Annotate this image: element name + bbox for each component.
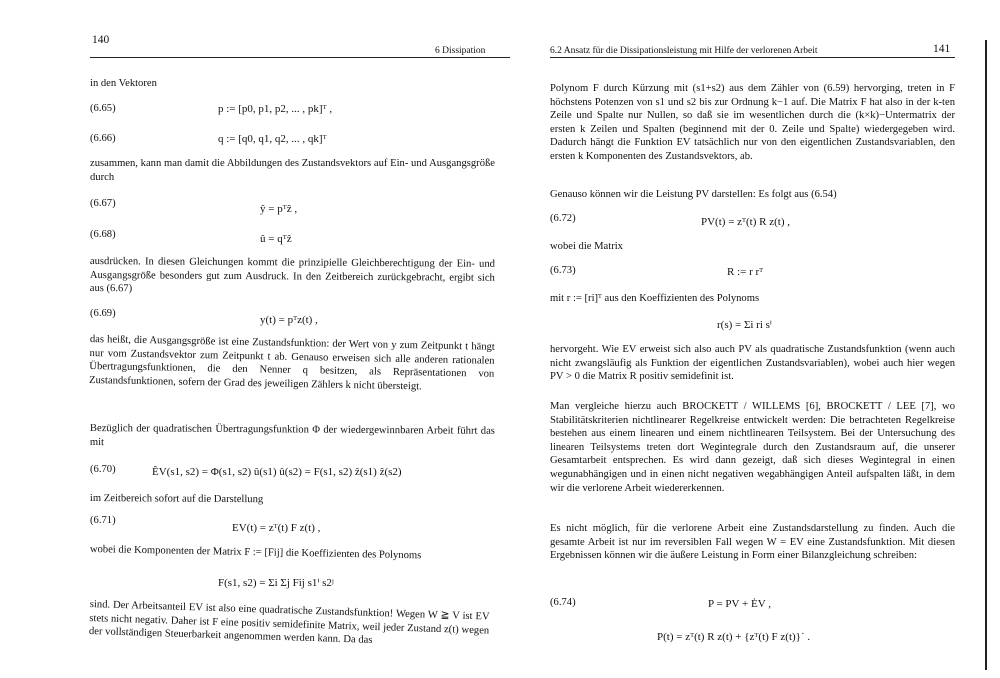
text-line: Genauso können wir die Leistung PV darstellen: Es folgt aus (6.54) <box>550 189 837 200</box>
equation-number: (6.67) <box>90 198 116 209</box>
equation: P = PV + ĖV , <box>708 598 771 610</box>
running-head: 6 Dissipation <box>435 46 486 56</box>
paragraph: Polynom F durch Kürzung mit (s1+s2) aus dem Zähler von (6.59) hervorging, treten in F höchstens Potenzen von s1 und s2 bis zur Ordnung k−1 auf. Die Matrix F hat also in der k-ten Zeile und Spalte nur Nullen, so daß sie im wesentlichen durch die (k×k)−Untermatrix der ersten k Zeilen und Spalten (beginnend mit der 0. Zeile und Spalte) wiedergegeben wird. Dadurch hängt die Funktion EV tatsächlich nur von den eigentlichen Zustandsvariablen, den ersten k Komponenten des Zustandsvektors, ab. <box>550 83 955 162</box>
equation: y(t) = pᵀz(t) , <box>260 314 318 326</box>
text-line: wobei die Komponenten der Matrix F := [Fij] die Koeffizienten des Polynoms <box>89 543 422 562</box>
equation: r(s) = Σi ri sⁱ <box>717 319 772 331</box>
binding-edge <box>985 40 987 670</box>
equation: p := [p0, p1, p2, ... , pk]ᵀ , <box>218 103 333 115</box>
running-head: 6.2 Ansatz für die Dissipationsleistung mit Hilfe der verlorenen Arbeit <box>550 46 818 56</box>
paragraph: Man vergleiche hierzu auch BROCKETT / WILLEMS [6], BROCKETT / LEE [7], wo Stabilitätskriterien nichtlinearer Regelkreise entwickelt werden: Die betrachteten Regelkreise bestehen aus einem linearen und einem nichtlinearen Teilsystem. Bei der Untersuchung des linearen Teilsystems treten dort Wegintegrale durch den Zustandsraum auf, die unserer Gesamtarbeit entsprechen. Es wird dann gezeigt, daß sich dieses Wegintegral in einen wegunabhängigen und in einen nicht negativen wegabhängigen Anteil aufspalten läßt, in dem wir die verlorene Arbeit wiedererkennen. <box>550 401 955 494</box>
equation-number: (6.65) <box>90 103 116 114</box>
text-line: in den Vektoren <box>90 78 157 89</box>
equation: PV(t) = zᵀ(t) R z(t) , <box>701 216 790 228</box>
page-number: 141 <box>933 43 951 55</box>
paragraph: hervorgeht. Wie EV erweist sich also auch PV als quadratische Zustandsfunktion (wenn auch nicht zwangsläufig als Funktion der eigentlichen Zustandsvariablen), wobei auch hier wegen PV > 0 die Matrix R positiv semidefinit ist. <box>550 344 955 383</box>
paragraph: Es nicht möglich, für die verlorene Arbeit eine Zustandsdarstellung zu finden. Auch die gesamte Arbeit ist nur im reversiblen Fall wegen W = EV eine Zustandsfunktion. Mit diesen Ergebnissen können wir die äußere Leistung in Form einer Bilanzgleichung schreiben: <box>550 523 955 562</box>
equation-number: (6.66) <box>90 133 116 144</box>
page-number: 140 <box>92 34 110 46</box>
paragraph: sind. Der Arbeitsanteil EV ist also eine quadratische Zustandsfunktion! Wegen W ≧ V ist EV stets nicht negativ. Daher ist F eine positiv semidefinite Matrix, weil jeder Zustand z(t) wegen der vollständigen Steuerbarkeit angenommen werden kann. Da das <box>88 598 490 647</box>
equation-number: (6.70) <box>90 464 116 475</box>
right-page <box>505 0 1000 678</box>
paragraph: das heißt, die Ausgangsgröße ist eine Zustandsfunktion: der Wert von y zum Zeitpunkt t hängt nur vom Zustandsvektor zum Zeitpunkt t ab. Genauso erweisen sich alle anderen rationalen Übertragungsfunktionen, die den Nenner q besitzen, als Repräsentationen von Zustandsfunktionen, sofern der Grad des jeweiligen Zählers k nicht übersteigt. <box>88 333 495 393</box>
text-line: wobei die Matrix <box>550 241 623 252</box>
equation: q := [q0, q1, q2, ... , qk]ᵀ <box>218 133 327 145</box>
equation-number: (6.73) <box>550 265 576 276</box>
equation-number: (6.69) <box>90 308 116 319</box>
equation: F(s1, s2) = Σi Σj Fij s1ⁱ s2ʲ <box>218 577 334 589</box>
equation-number: (6.72) <box>550 213 576 224</box>
paragraph: Bezüglich der quadratischen Übertragungsfunktion Φ der wiedergewinnbaren Arbeit führt das mit <box>89 422 495 448</box>
header-rule <box>90 57 510 58</box>
equation: ÊV(s1, s2) = Φ(s1, s2) û(s1) û(s2) = F(s1, s2) ẑ(s1) ẑ(s2) <box>152 466 402 478</box>
equation: R := r rᵀ <box>727 266 764 278</box>
paragraph: zusammen, kann man damit die Abbildungen des Zustandsvektors auf Ein- und Ausgangsgröße durch <box>90 158 495 183</box>
equation: ŷ = pᵀẑ , <box>260 203 298 215</box>
paragraph: ausdrücken. In diesen Gleichungen kommt die prinzipielle Gleichberechtigung der Ein- und Ausgangsgröße besonders gut zum Ausdruck. In den Zeitbereich zurückgebracht, ergibt sich aus (6.67) <box>89 255 495 295</box>
text-line: im Zeitbereich sofort auf die Darstellung <box>89 492 264 506</box>
text-line: mit r := [ri]ᵀ aus den Koeffizienten des Polynoms <box>550 293 760 304</box>
equation-number: (6.68) <box>90 229 116 240</box>
header-rule <box>550 57 955 58</box>
equation: P(t) = zᵀ(t) R z(t) + {zᵀ(t) F z(t)}˙ . <box>657 631 811 643</box>
equation: û = qᵀẑ <box>260 233 292 245</box>
equation-number: (6.74) <box>550 597 576 608</box>
equation: EV(t) = zᵀ(t) F z(t) , <box>232 522 321 534</box>
equation-number: (6.71) <box>90 515 116 526</box>
